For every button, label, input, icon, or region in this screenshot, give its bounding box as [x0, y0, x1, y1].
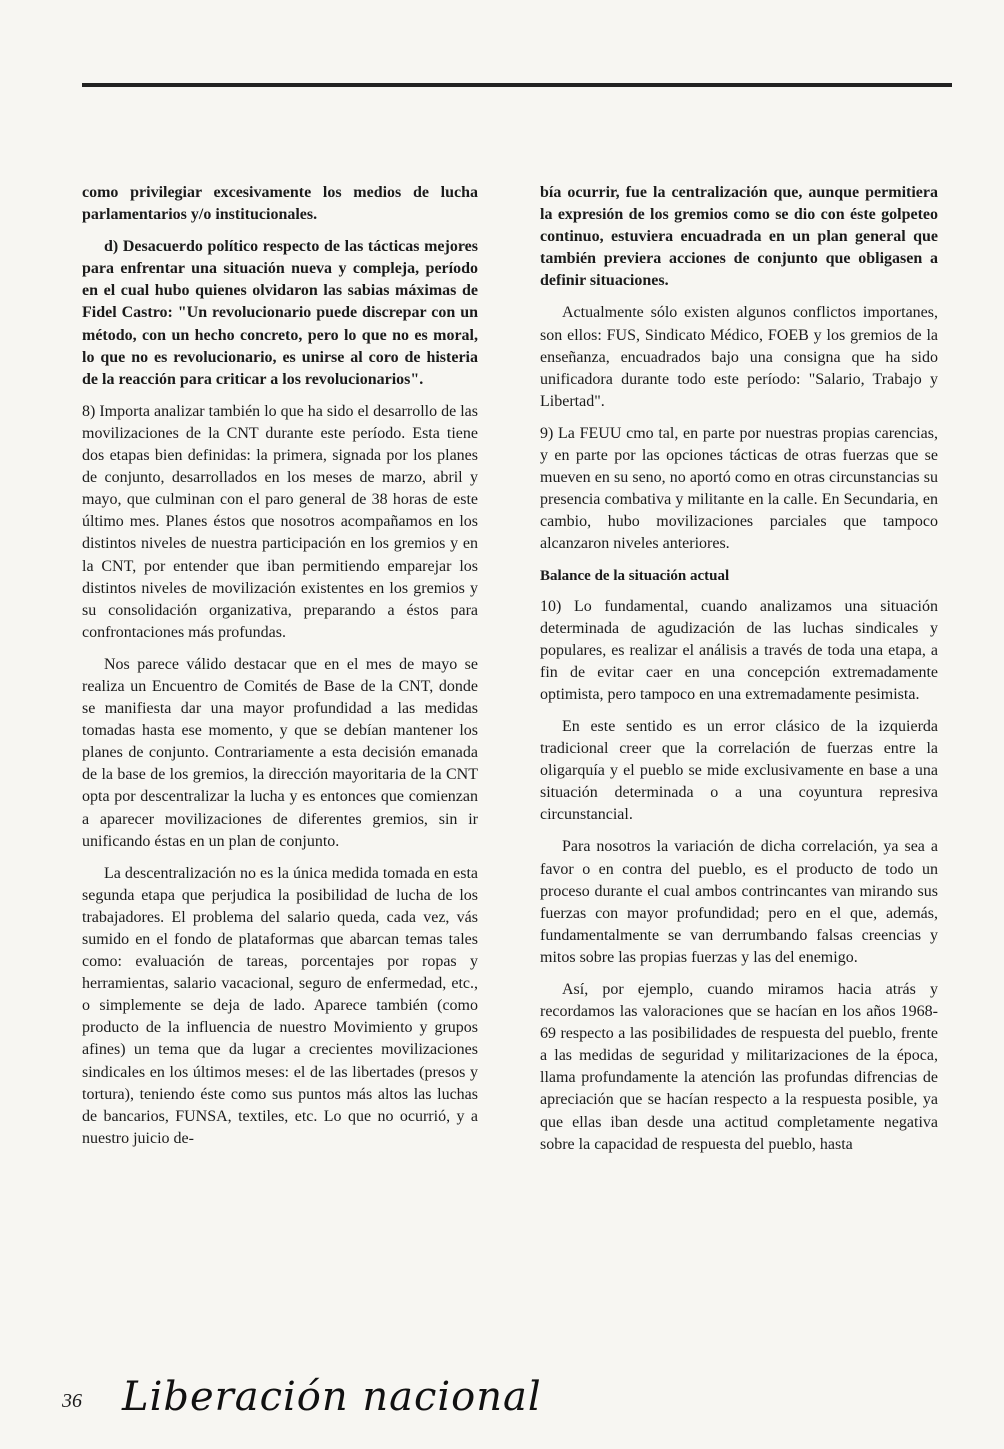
paragraph-right-7: Así, por ejemplo, cuando miramos hacia atrás y recordamos las valoraciones que se hacían en los años 1968-69 respecto a las posibilidades de respuesta del pueblo, frente a las medidas de seguridad y militarizaciones de la época, llama profundamente la atención las profundas difrencias de apreciación que se hacían respecto a la respuesta posible, ya que ellas iban desde una actitud completamente negativa sobre la capacidad de respuesta del pueblo, hasta — [540, 981, 938, 1153]
paragraph-right-4: 10) Lo fundamental, cuando analizamos una situación determinada de agudización de las luchas sindicales y populares, es realizar el análisis a través de toda una etapa, a fin de evitar caer en una concepción extremadamente optimista, pero tampoco en una extremadamente pesimista. — [540, 597, 938, 703]
paragraph-left-3: 8) Importa analizar también lo que ha sido el desarrollo de las movilizaciones de la CNT durante este período. Esta tiene dos etapas bien definidas: la primera, signada por los planes de conjunto, desarrollados en los meses de marzo, abril y mayo, que culminan con el paro general de 38 horas de este último mes. Planes éstos que nosotros acompañamos en los distintos niveles de nuestra participación en los gremios y en la CNT, por entender que iban permitiendo emparejar los distintos niveles de movilización existentes en los gremios y su consolidación organizativa, preparando a éstos para confrontaciones más profundas. — [82, 402, 478, 641]
page-number: 36 — [62, 1390, 82, 1412]
paragraph-left-1: como privilegiar excesivamente los medios de lucha parlamentarios y/o institucionales. — [82, 184, 478, 224]
masthead-text: Liberación nacional — [122, 1374, 542, 1420]
paragraph-left-5: La descentralización no es la única medida tomada en esta segunda etapa que perjudica la posibilidad de lucha de los trabajadores. El problema del salario queda, cada vez, vás sumido en el fondo de plataformas que abarcan temas tales como: evaluación de tareas, porcentajes por ropas y herramientas, salario vacacional, seguro de enfermedad, etc., o simplemente se deja de lado. Aparece también (como producto de la influencia de nuestro Movimiento y grupos afines) un tema que da lugar a crecientes movilizaciones sindicales en los últimos meses: el de las libertades (presos y tortura), teniendo éste como sus puntos más altos las luchas de bancarios, FUNSA, textiles, etc. Lo que no ocurrió, y a nuestro juicio de- — [82, 864, 478, 1147]
section-heading: Balance de la situación actual — [540, 567, 730, 584]
paragraph-right-5: En este sentido es un error clásico de la izquierda tradicional creer que la correlación de fuerzas entre la oligarquía y el pueblo se mide exclusivamente en base a una situación determinada o a una coyuntura represiva circunstancial. — [540, 717, 938, 824]
paragraph-right-2: Actualmente sólo existen algunos conflictos importanes, son ellos: FUS, Sindicato Médico, FOEB y los gremios de la enseñanza, encuadrados bajo una consigna que ha sido unificadora durante todo este período: "Salario, Trabajo y Libertad". — [540, 304, 938, 410]
paragraph-right-1: bía ocurrir, fue la centralización que, aunque permitiera la expresión de los gremios como se dio con éste golpeteo continuo, estuviera encuadrada en un plan general que también previera acciones de conjunto que obligasen a definir situaciones. — [540, 184, 938, 290]
right-column — [540, 182, 938, 1166]
paragraph-left-4: Nos parece válido destacar que en el mes de mayo se realiza un Encuentro de Comités de Base de la CNT, donde se manifiesta dar una mayor profundidad a las medidas tomadas hasta ese momento, y que se debían mantener los planes de conjunto. Contrariamente a esta decisión emanada de la base de los gremios, la dirección mayoritaria de la CNT opta por descentralizar la lucha y es entonces que comienzan a aparecer movilizaciones de diferentes gremios, sin ir unificando éstas en un plan de conjunto. — [82, 655, 478, 850]
top-rule — [82, 83, 952, 87]
paragraph-left-2: d) Desacuerdo político respecto de las tácticas mejores para enfrentar una situación nueva y compleja, período en el cual hubo quienes olvidaron las sabias máximas de Fidel Castro: "Un revolucionario puede discrepar con un método, con un hecho concreto, pero lo que no es moral, lo que no es revolucionario, es unirse al coro de histeria de la reacción para criticar a los revolucionarios". — [82, 238, 478, 388]
masthead-logo — [112, 1360, 542, 1430]
paragraph-right-6: Para nosotros la variación de dicha correlación, ya sea a favor o en contra del pueblo, es el producto de todo un proceso durante el cual ambos contrincantes van mirando sus fuerzas con mayor profundidad; pero en el que, además, fundamentalmente se van derrumbando falsas creencias y mitos sobre las propias fuerzas y las del enemigo. — [540, 838, 938, 966]
paragraph-right-3: 9) La FEUU cmo tal, en parte por nuestras propias carencias, y en parte por las opciones tácticas de otras fuerzas que se mueven en su seno, no aportó como en otras circunstancias su presencia combativa y militante en la calle. En Secundaria, en cambio, hubo movilizaciones parciales que tampoco alcanzaron niveles anteriores. — [540, 424, 938, 553]
left-column — [82, 182, 478, 1160]
